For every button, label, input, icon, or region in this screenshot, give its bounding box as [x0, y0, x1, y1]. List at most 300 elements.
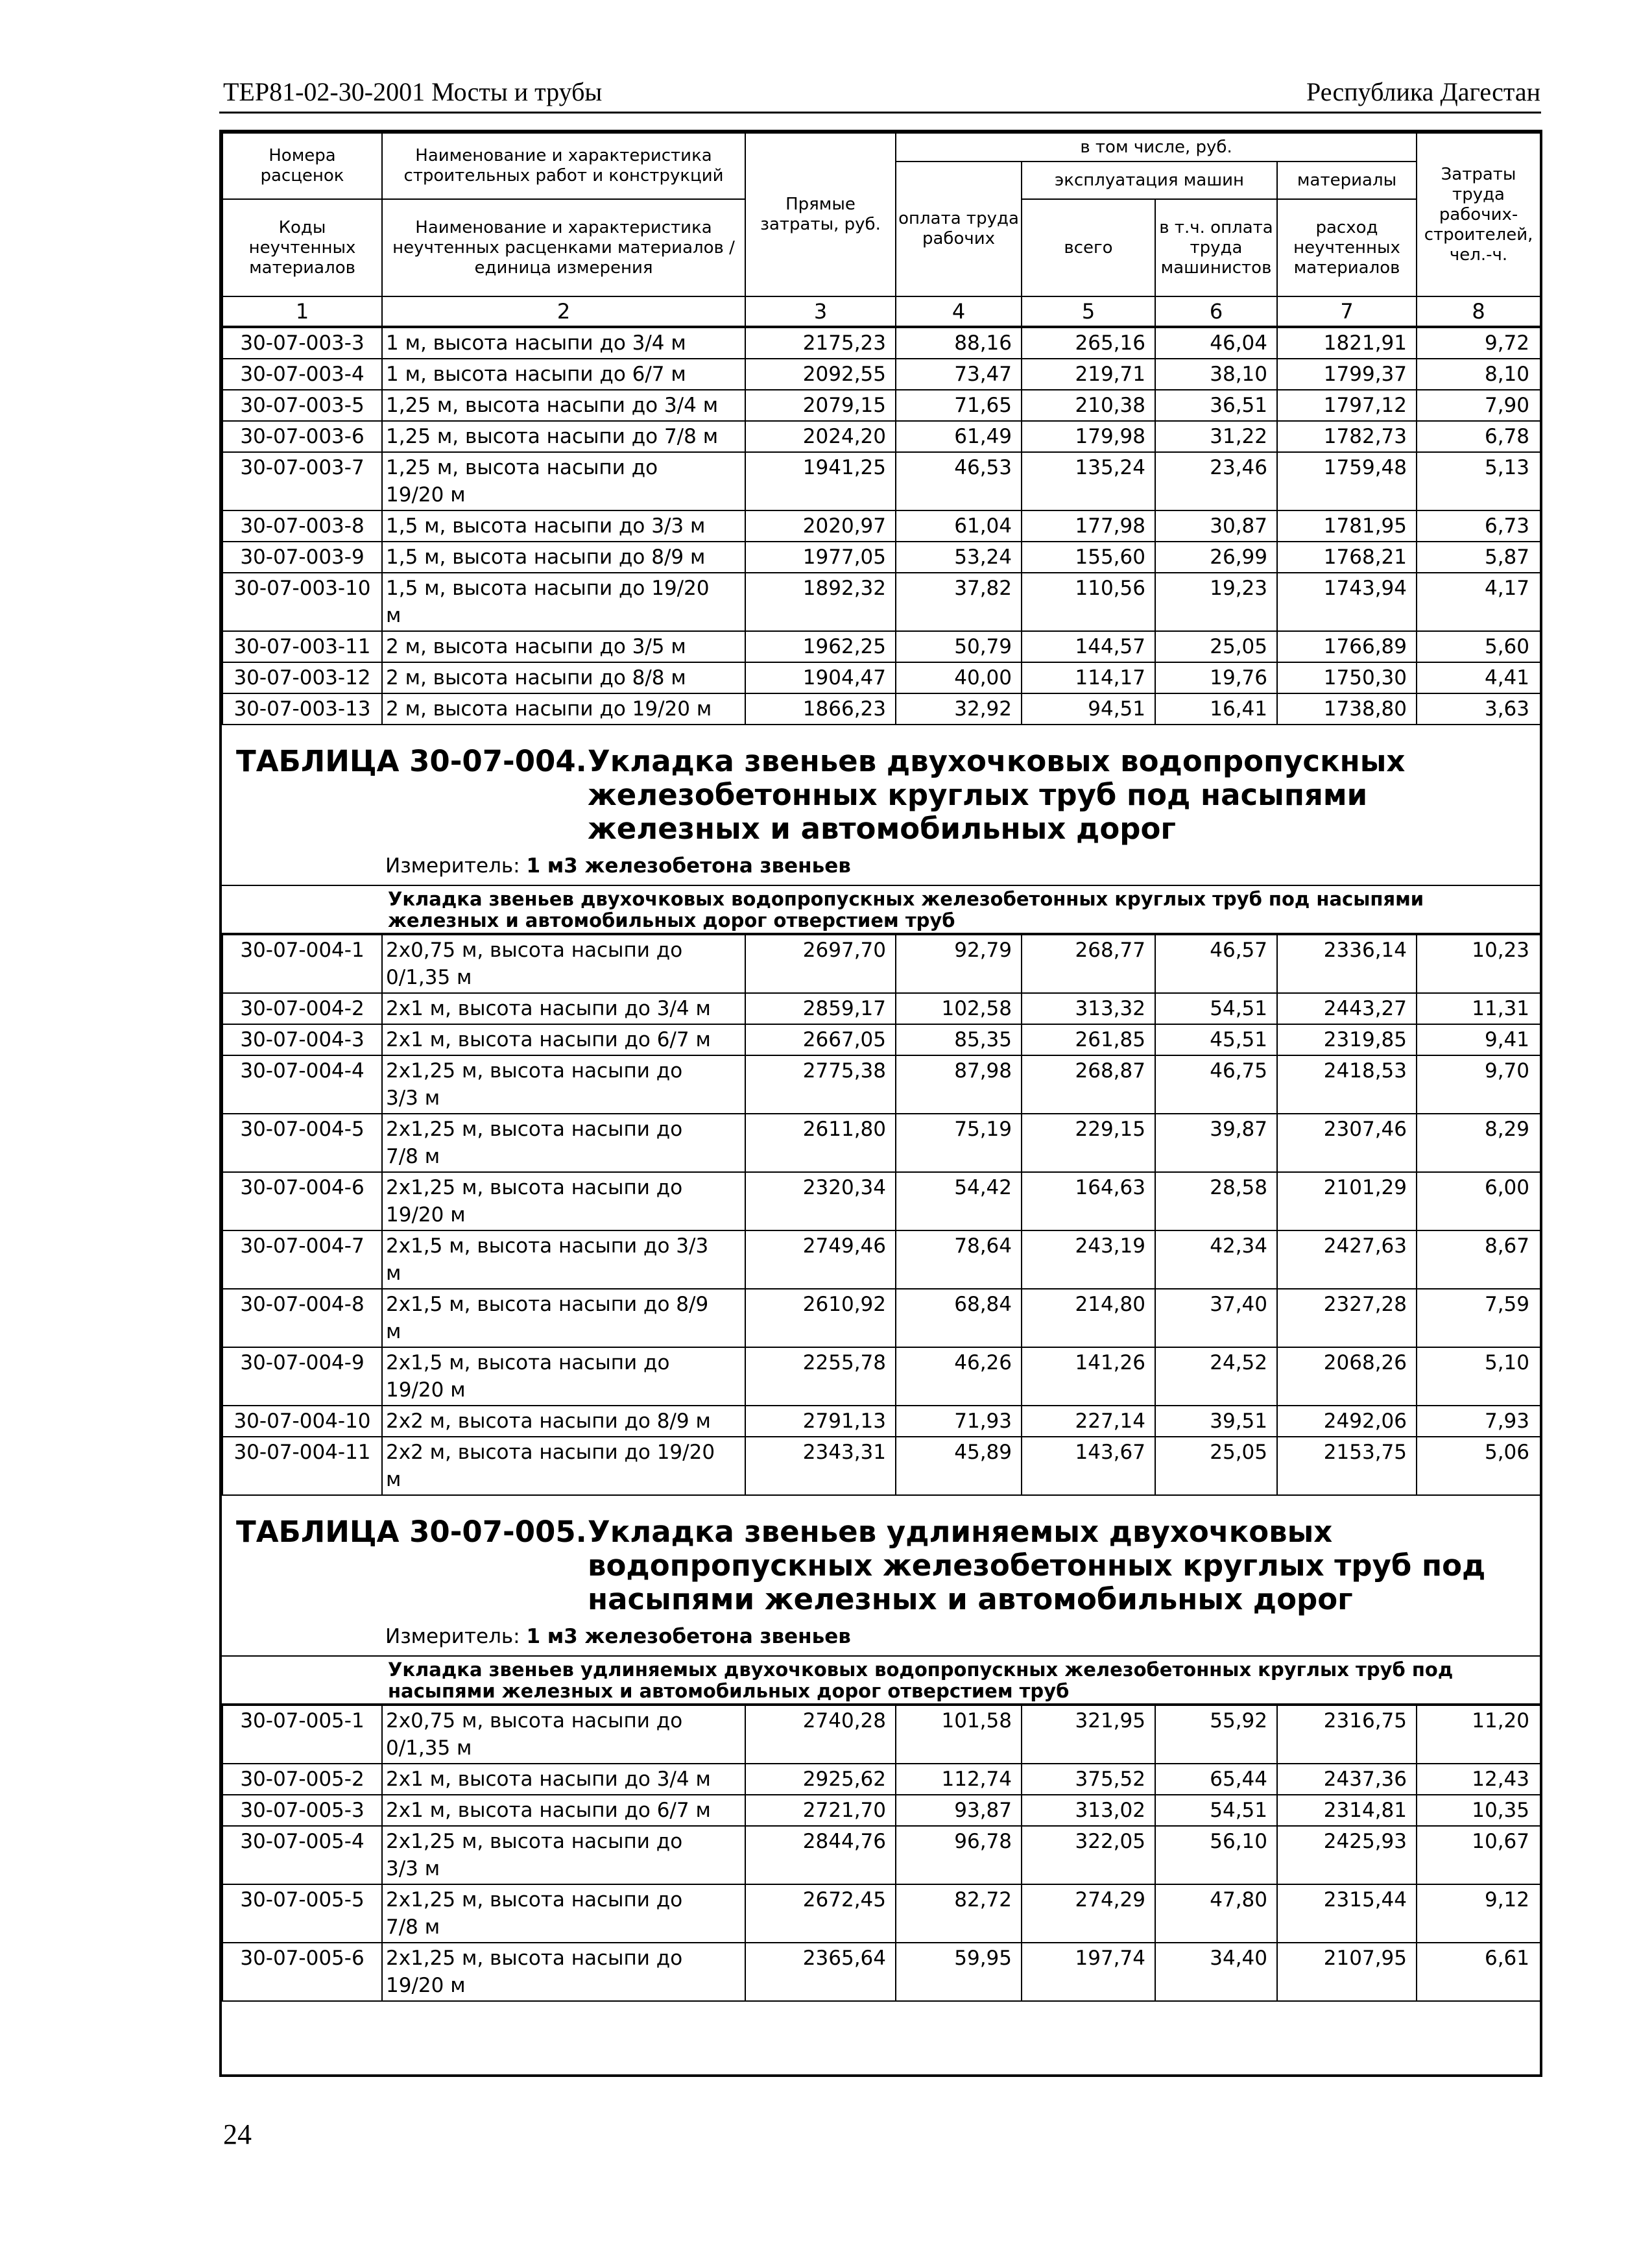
work-description-line: 2х1 м, высота насыпи до 3/4 м [386, 1768, 711, 1791]
table-subtitle-004 [222, 885, 1540, 934]
material-costs-cell: 1799,37 [1277, 359, 1417, 390]
work-description [382, 452, 745, 510]
worker-wages-cell: 102,58 [896, 993, 1022, 1024]
rate-code: 30-07-004-10 [222, 1406, 382, 1437]
labor-hours-cell: 9,72 [1417, 328, 1540, 359]
labor-hours-cell: 8,29 [1417, 1114, 1540, 1172]
work-description [382, 1826, 745, 1884]
page-number: 24 [223, 2118, 252, 2150]
material-costs-cell: 1750,30 [1277, 662, 1417, 693]
material-costs-cell: 1781,95 [1277, 510, 1417, 542]
measure-label: Измеритель: [385, 1625, 520, 1648]
col-index: 2 [382, 296, 745, 326]
direct-costs-cell: 2020,97 [745, 510, 896, 542]
rate-code: 30-07-004-3 [222, 1024, 382, 1055]
work-description [382, 631, 745, 662]
rate-code: 30-07-004-1 [222, 935, 382, 993]
work-description-line: 2х0,75 м, высота насыпи до [386, 939, 683, 962]
col-header-materials: материалы [1277, 162, 1417, 199]
direct-costs-cell: 2775,38 [745, 1055, 896, 1114]
labor-hours-cell: 3,63 [1417, 693, 1540, 725]
material-costs-cell: 1782,73 [1277, 421, 1417, 452]
worker-wages-cell: 59,95 [896, 1943, 1022, 2001]
labor-hours-cell: 4,41 [1417, 662, 1540, 693]
worker-wages-cell: 92,79 [896, 935, 1022, 993]
machine-costs-total-cell: 274,29 [1022, 1884, 1155, 1943]
machinist-wages-cell: 25,05 [1155, 631, 1277, 662]
work-description [382, 1705, 745, 1764]
table-row [222, 1764, 1540, 1795]
work-description [382, 1347, 745, 1406]
labor-hours-cell: 9,12 [1417, 1884, 1540, 1943]
rate-code: 30-07-004-6 [222, 1172, 382, 1230]
work-description-line: 2х1,25 м, высота насыпи до [386, 1888, 683, 1912]
labor-hours-cell: 9,70 [1417, 1055, 1540, 1114]
table-name: Укладка звеньев двухочковых водопропускных железобетонных круглых труб под насыпями железных и автомобильных дорог [588, 744, 1406, 846]
measure-value: 1 м3 железобетона звеньев [526, 854, 851, 878]
rate-code: 30-07-005-3 [222, 1795, 382, 1826]
material-costs-cell: 2107,95 [1277, 1943, 1417, 2001]
table-row [222, 510, 1540, 542]
worker-wages-cell: 46,53 [896, 452, 1022, 510]
col-header-name-top: Наименование и характеристика строительных работ и конструкций [382, 133, 745, 199]
labor-hours-cell: 6,00 [1417, 1172, 1540, 1230]
work-description-line: 2х1,25 м, высота насыпи до [386, 1947, 683, 1970]
table-name: Укладка звеньев удлиняемых двухочковых водопропускных железобетонных круглых труб под насыпями железных и автомобильных дорог [588, 1515, 1486, 1616]
rates-table-004 [222, 934, 1541, 1496]
machinist-wages-cell: 19,23 [1155, 573, 1277, 631]
table-subtitle-005 [222, 1655, 1540, 1705]
rate-code: 30-07-005-6 [222, 1943, 382, 2001]
rate-code: 30-07-003-7 [222, 452, 382, 510]
rate-code: 30-07-005-2 [222, 1764, 382, 1795]
machine-costs-total-cell: 229,15 [1022, 1114, 1155, 1172]
table-row [222, 1884, 1540, 1943]
work-description [382, 542, 745, 573]
machine-costs-total-cell: 268,77 [1022, 935, 1155, 993]
work-description-line: 2х2 м, высота насыпи до 8/9 м [386, 1409, 711, 1433]
worker-wages-cell: 88,16 [896, 328, 1022, 359]
labor-hours-cell: 11,31 [1417, 993, 1540, 1024]
direct-costs-cell: 2859,17 [745, 993, 896, 1024]
direct-costs-cell: 1904,47 [745, 662, 896, 693]
work-description [382, 1406, 745, 1437]
labor-hours-cell: 7,90 [1417, 390, 1540, 421]
worker-wages-cell: 32,92 [896, 693, 1022, 725]
col-header-labor-hours: Затраты труда рабочих-строителей, чел.-ч. [1417, 133, 1540, 296]
work-description-line: 3/3 м [386, 1857, 440, 1880]
rate-code: 30-07-004-4 [222, 1055, 382, 1114]
work-description-line: 2 м, высота насыпи до 19/20 м [386, 697, 712, 721]
direct-costs-cell: 1962,25 [745, 631, 896, 662]
direct-costs-cell: 2320,34 [745, 1172, 896, 1230]
col-header-wages: оплата труда рабочих [896, 162, 1022, 296]
labor-hours-cell: 5,60 [1417, 631, 1540, 662]
table-row [222, 1024, 1540, 1055]
table-block-005 [222, 1496, 1540, 2002]
document-frame [219, 130, 1542, 2077]
work-description-line: 7/8 м [386, 1145, 440, 1168]
machine-costs-total-cell: 94,51 [1022, 693, 1155, 725]
direct-costs-cell: 1941,25 [745, 452, 896, 510]
direct-costs-cell: 1977,05 [745, 542, 896, 573]
table-row [222, 1114, 1540, 1172]
work-description [382, 510, 745, 542]
machinist-wages-cell: 56,10 [1155, 1826, 1277, 1884]
work-description-line: 2х1,25 м, высота насыпи до [386, 1059, 683, 1083]
worker-wages-cell: 40,00 [896, 662, 1022, 693]
machinist-wages-cell: 46,75 [1155, 1055, 1277, 1114]
work-description [382, 1884, 745, 1943]
worker-wages-cell: 78,64 [896, 1230, 1022, 1289]
table-row [222, 573, 1540, 631]
material-costs-cell: 1743,94 [1277, 573, 1417, 631]
material-costs-cell: 2315,44 [1277, 1884, 1417, 1943]
machine-costs-total-cell: 197,74 [1022, 1943, 1155, 2001]
rate-code: 30-07-003-4 [222, 359, 382, 390]
material-costs-cell: 2316,75 [1277, 1705, 1417, 1764]
work-description-line: 2 м, высота насыпи до 3/5 м [386, 635, 686, 658]
machinist-wages-cell: 19,76 [1155, 662, 1277, 693]
machine-costs-total-cell: 141,26 [1022, 1347, 1155, 1406]
worker-wages-cell: 101,58 [896, 1705, 1022, 1764]
machinist-wages-cell: 23,46 [1155, 452, 1277, 510]
rate-code: 30-07-004-8 [222, 1289, 382, 1347]
worker-wages-cell: 82,72 [896, 1884, 1022, 1943]
labor-hours-cell: 6,78 [1417, 421, 1540, 452]
material-costs-cell: 2153,75 [1277, 1437, 1417, 1495]
machinist-wages-cell: 31,22 [1155, 421, 1277, 452]
measure-unit [222, 1616, 1540, 1655]
machine-costs-total-cell: 144,57 [1022, 631, 1155, 662]
worker-wages-cell: 61,49 [896, 421, 1022, 452]
col-header-machinists-wages: в т.ч. оплата труда машинистов [1155, 199, 1277, 296]
labor-hours-cell: 5,06 [1417, 1437, 1540, 1495]
work-description [382, 1055, 745, 1114]
direct-costs-cell: 2365,64 [745, 1943, 896, 2001]
machine-costs-total-cell: 322,05 [1022, 1826, 1155, 1884]
worker-wages-cell: 53,24 [896, 542, 1022, 573]
col-header-name-bottom: Наименование и характеристика неучтенных расценками материалов / единица измерения [382, 199, 745, 296]
machinist-wages-cell: 46,57 [1155, 935, 1277, 993]
machinist-wages-cell: 46,04 [1155, 328, 1277, 359]
table-row [222, 1795, 1540, 1826]
col-header-code-top: Номера расценок [222, 133, 382, 199]
table-number: ТАБЛИЦА 30-07-005. [236, 1515, 587, 1549]
work-description-line: 0/1,35 м [386, 1736, 472, 1760]
rate-code: 30-07-003-5 [222, 390, 382, 421]
measure-value: 1 м3 железобетона звеньев [526, 1625, 851, 1648]
rate-code: 30-07-003-9 [222, 542, 382, 573]
rate-code: 30-07-003-6 [222, 421, 382, 452]
table-row [222, 1230, 1540, 1289]
table-row [222, 1826, 1540, 1884]
labor-hours-cell: 10,35 [1417, 1795, 1540, 1826]
machinist-wages-cell: 39,51 [1155, 1406, 1277, 1437]
material-costs-cell: 2307,46 [1277, 1114, 1417, 1172]
machinist-wages-cell: 54,51 [1155, 993, 1277, 1024]
rate-code: 30-07-004-5 [222, 1114, 382, 1172]
worker-wages-cell: 54,42 [896, 1172, 1022, 1230]
col-header-direct-costs: Прямые затраты, руб. [745, 133, 896, 296]
work-description-line: 0/1,35 м [386, 966, 472, 989]
labor-hours-cell: 5,10 [1417, 1347, 1540, 1406]
direct-costs-cell: 2667,05 [745, 1024, 896, 1055]
direct-costs-cell: 2697,70 [745, 935, 896, 993]
worker-wages-cell: 85,35 [896, 1024, 1022, 1055]
material-costs-cell: 2327,28 [1277, 1289, 1417, 1347]
labor-hours-cell: 8,67 [1417, 1230, 1540, 1289]
machinist-wages-cell: 45,51 [1155, 1024, 1277, 1055]
work-description-line: 2х1 м, высота насыпи до 6/7 м [386, 1028, 711, 1051]
work-description [382, 662, 745, 693]
measure-unit [222, 846, 1540, 885]
work-description-line: 19/20 м [386, 1974, 466, 1997]
material-costs-cell: 2068,26 [1277, 1347, 1417, 1406]
work-description [382, 993, 745, 1024]
col-header-unaccounted-materials: расход неучтенных материалов [1277, 199, 1417, 296]
labor-hours-cell: 4,17 [1417, 573, 1540, 631]
work-description-line: 1,25 м, высота насыпи до 3/4 м [386, 394, 719, 417]
worker-wages-cell: 73,47 [896, 359, 1022, 390]
rate-code: 30-07-004-7 [222, 1230, 382, 1289]
worker-wages-cell: 93,87 [896, 1795, 1022, 1826]
labor-hours-cell: 6,73 [1417, 510, 1540, 542]
work-description-line: 1,5 м, высота насыпи до 8/9 м [386, 546, 706, 569]
machinist-wages-cell: 55,92 [1155, 1705, 1277, 1764]
machine-costs-total-cell: 110,56 [1022, 573, 1155, 631]
table-row [222, 359, 1540, 390]
labor-hours-cell: 5,13 [1417, 452, 1540, 510]
work-description-line: 2х1 м, высота насыпи до 3/4 м [386, 997, 711, 1020]
table-row [222, 631, 1540, 662]
running-header-region: Республика Дагестан [1306, 77, 1540, 106]
direct-costs-cell: 2749,46 [745, 1230, 896, 1289]
work-description-line: 2х1,25 м, высота насыпи до [386, 1118, 683, 1141]
direct-costs-cell: 2791,13 [745, 1406, 896, 1437]
labor-hours-cell: 6,61 [1417, 1943, 1540, 2001]
machinist-wages-cell: 28,58 [1155, 1172, 1277, 1230]
table-row [222, 390, 1540, 421]
table-row [222, 1289, 1540, 1347]
material-costs-cell: 2101,29 [1277, 1172, 1417, 1230]
work-description-line: 2х0,75 м, высота насыпи до [386, 1709, 683, 1733]
work-description [382, 390, 745, 421]
material-costs-cell: 2418,53 [1277, 1055, 1417, 1114]
table-row [222, 421, 1540, 452]
machine-costs-total-cell: 164,63 [1022, 1172, 1155, 1230]
material-costs-cell: 2336,14 [1277, 935, 1417, 993]
machine-costs-total-cell: 135,24 [1022, 452, 1155, 510]
table-subtitle: Укладка звеньев удлиняемых двухочковых водопропускных железобетонных круглых труб под насыпями железных и автомобильных дорог отверстием труб [381, 1656, 1540, 1704]
work-description [382, 1289, 745, 1347]
work-description-line: 1 м, высота насыпи до 3/4 м [386, 331, 686, 355]
direct-costs-cell: 2175,23 [745, 328, 896, 359]
machinist-wages-cell: 26,99 [1155, 542, 1277, 573]
col-index: 8 [1417, 296, 1540, 326]
col-header-machines-total: всего [1022, 199, 1155, 296]
machine-costs-total-cell: 179,98 [1022, 421, 1155, 452]
machine-costs-total-cell: 321,95 [1022, 1705, 1155, 1764]
work-description-line: 2х1,25 м, высота насыпи до [386, 1176, 683, 1199]
direct-costs-cell: 2610,92 [745, 1289, 896, 1347]
work-description [382, 1172, 745, 1230]
machinist-wages-cell: 24,52 [1155, 1347, 1277, 1406]
direct-costs-cell: 2092,55 [745, 359, 896, 390]
machine-costs-total-cell: 375,52 [1022, 1764, 1155, 1795]
subtitle-spacer [222, 1656, 381, 1704]
machinist-wages-cell: 16,41 [1155, 693, 1277, 725]
labor-hours-cell: 11,20 [1417, 1705, 1540, 1764]
worker-wages-cell: 45,89 [896, 1437, 1022, 1495]
work-description-line: 1,5 м, высота насыпи до 3/3 м [386, 514, 706, 538]
direct-costs-cell: 2672,45 [745, 1884, 896, 1943]
worker-wages-cell: 68,84 [896, 1289, 1022, 1347]
rate-code: 30-07-004-11 [222, 1437, 382, 1495]
labor-hours-cell: 5,87 [1417, 542, 1540, 573]
machine-costs-total-cell: 261,85 [1022, 1024, 1155, 1055]
col-index: 3 [745, 296, 896, 326]
rate-code: 30-07-003-3 [222, 328, 382, 359]
table-row [222, 1437, 1540, 1495]
machinist-wages-cell: 65,44 [1155, 1764, 1277, 1795]
work-description [382, 935, 745, 993]
work-description-line: 3/3 м [386, 1086, 440, 1110]
worker-wages-cell: 71,93 [896, 1406, 1022, 1437]
labor-hours-cell: 10,23 [1417, 935, 1540, 993]
work-description-line: 2 м, высота насыпи до 8/8 м [386, 666, 686, 690]
table-row [222, 1347, 1540, 1406]
material-costs-cell: 2319,85 [1277, 1024, 1417, 1055]
work-description [382, 1795, 745, 1826]
work-description-line: 2х2 м, высота насыпи до 19/20 [386, 1441, 715, 1464]
material-costs-cell: 1768,21 [1277, 542, 1417, 573]
machine-costs-total-cell: 210,38 [1022, 390, 1155, 421]
machinist-wages-cell: 42,34 [1155, 1230, 1277, 1289]
worker-wages-cell: 71,65 [896, 390, 1022, 421]
work-description-line: 19/20 м [386, 1203, 466, 1227]
rate-code: 30-07-004-2 [222, 993, 382, 1024]
work-description-line: м [386, 604, 401, 627]
machinist-wages-cell: 30,87 [1155, 510, 1277, 542]
rate-code: 30-07-003-13 [222, 693, 382, 725]
table-row [222, 542, 1540, 573]
material-costs-cell: 1797,12 [1277, 390, 1417, 421]
direct-costs-cell: 2079,15 [745, 390, 896, 421]
table-row [222, 693, 1540, 725]
machine-costs-total-cell: 214,80 [1022, 1289, 1155, 1347]
machine-costs-total-cell: 313,32 [1022, 993, 1155, 1024]
machine-costs-total-cell: 313,02 [1022, 1795, 1155, 1826]
subtitle-spacer [222, 885, 381, 933]
work-description-line: 1,25 м, высота насыпи до [386, 456, 658, 479]
work-description [382, 328, 745, 359]
machinist-wages-cell: 36,51 [1155, 390, 1277, 421]
col-header-group: в том числе, руб. [896, 133, 1417, 162]
table-row [222, 328, 1540, 359]
worker-wages-cell: 112,74 [896, 1764, 1022, 1795]
work-description-line: 1,5 м, высота насыпи до 19/20 [386, 577, 710, 600]
direct-costs-cell: 2255,78 [745, 1347, 896, 1406]
machine-costs-total-cell: 243,19 [1022, 1230, 1155, 1289]
material-costs-cell: 1759,48 [1277, 452, 1417, 510]
table-row [222, 1943, 1540, 2001]
labor-hours-cell: 10,67 [1417, 1826, 1540, 1884]
work-description-line: м [386, 1468, 401, 1491]
machine-costs-total-cell: 143,67 [1022, 1437, 1155, 1495]
rate-code: 30-07-003-12 [222, 662, 382, 693]
worker-wages-cell: 87,98 [896, 1055, 1022, 1114]
direct-costs-cell: 2024,20 [745, 421, 896, 452]
work-description [382, 421, 745, 452]
machine-costs-total-cell: 265,16 [1022, 328, 1155, 359]
machinist-wages-cell: 34,40 [1155, 1943, 1277, 2001]
col-index: 4 [896, 296, 1022, 326]
worker-wages-cell: 37,82 [896, 573, 1022, 631]
col-index: 7 [1277, 296, 1417, 326]
work-description-line: 2х1,5 м, высота насыпи до 8/9 [386, 1293, 709, 1316]
material-costs-cell: 2425,93 [1277, 1826, 1417, 1884]
work-description [382, 1764, 745, 1795]
material-costs-cell: 1738,80 [1277, 693, 1417, 725]
machine-costs-total-cell: 227,14 [1022, 1406, 1155, 1437]
work-description [382, 693, 745, 725]
rate-code: 30-07-004-9 [222, 1347, 382, 1406]
labor-hours-cell: 9,41 [1417, 1024, 1540, 1055]
machinist-wages-cell: 37,40 [1155, 1289, 1277, 1347]
work-description-line: 1,25 м, высота насыпи до 7/8 м [386, 425, 719, 448]
work-description-line: 19/20 м [386, 483, 466, 507]
work-description-line: м [386, 1262, 401, 1285]
work-description [382, 1437, 745, 1495]
worker-wages-cell: 96,78 [896, 1826, 1022, 1884]
measure-label: Измеритель: [385, 854, 520, 878]
table-row [222, 662, 1540, 693]
direct-costs-cell: 2343,31 [745, 1437, 896, 1495]
table-row [222, 935, 1540, 993]
table-block-004 [222, 725, 1540, 1496]
labor-hours-cell: 12,43 [1417, 1764, 1540, 1795]
machine-costs-total-cell: 177,98 [1022, 510, 1155, 542]
work-description-line: м [386, 1320, 401, 1343]
table-row [222, 1406, 1540, 1437]
material-costs-cell: 2492,06 [1277, 1406, 1417, 1437]
worker-wages-cell: 75,19 [896, 1114, 1022, 1172]
direct-costs-cell: 2925,62 [745, 1764, 896, 1795]
worker-wages-cell: 61,04 [896, 510, 1022, 542]
material-costs-cell: 2437,36 [1277, 1764, 1417, 1795]
column-header [222, 132, 1541, 327]
machinist-wages-cell: 54,51 [1155, 1795, 1277, 1826]
direct-costs-cell: 2721,70 [745, 1795, 896, 1826]
machinist-wages-cell: 47,80 [1155, 1884, 1277, 1943]
table-row [222, 452, 1540, 510]
header-rule [219, 112, 1541, 114]
work-description [382, 1230, 745, 1289]
work-description-line: 19/20 м [386, 1378, 466, 1402]
direct-costs-cell: 2740,28 [745, 1705, 896, 1764]
rate-code: 30-07-005-1 [222, 1705, 382, 1764]
rates-table-003 [222, 327, 1541, 725]
labor-hours-cell: 7,93 [1417, 1406, 1540, 1437]
direct-costs-cell: 2611,80 [745, 1114, 896, 1172]
col-header-code-bottom: Коды неучтенных материалов [222, 199, 382, 296]
table-row [222, 993, 1540, 1024]
work-description [382, 1114, 745, 1172]
material-costs-cell: 2314,81 [1277, 1795, 1417, 1826]
worker-wages-cell: 50,79 [896, 631, 1022, 662]
work-description-line: 2х1 м, высота насыпи до 6/7 м [386, 1799, 711, 1822]
